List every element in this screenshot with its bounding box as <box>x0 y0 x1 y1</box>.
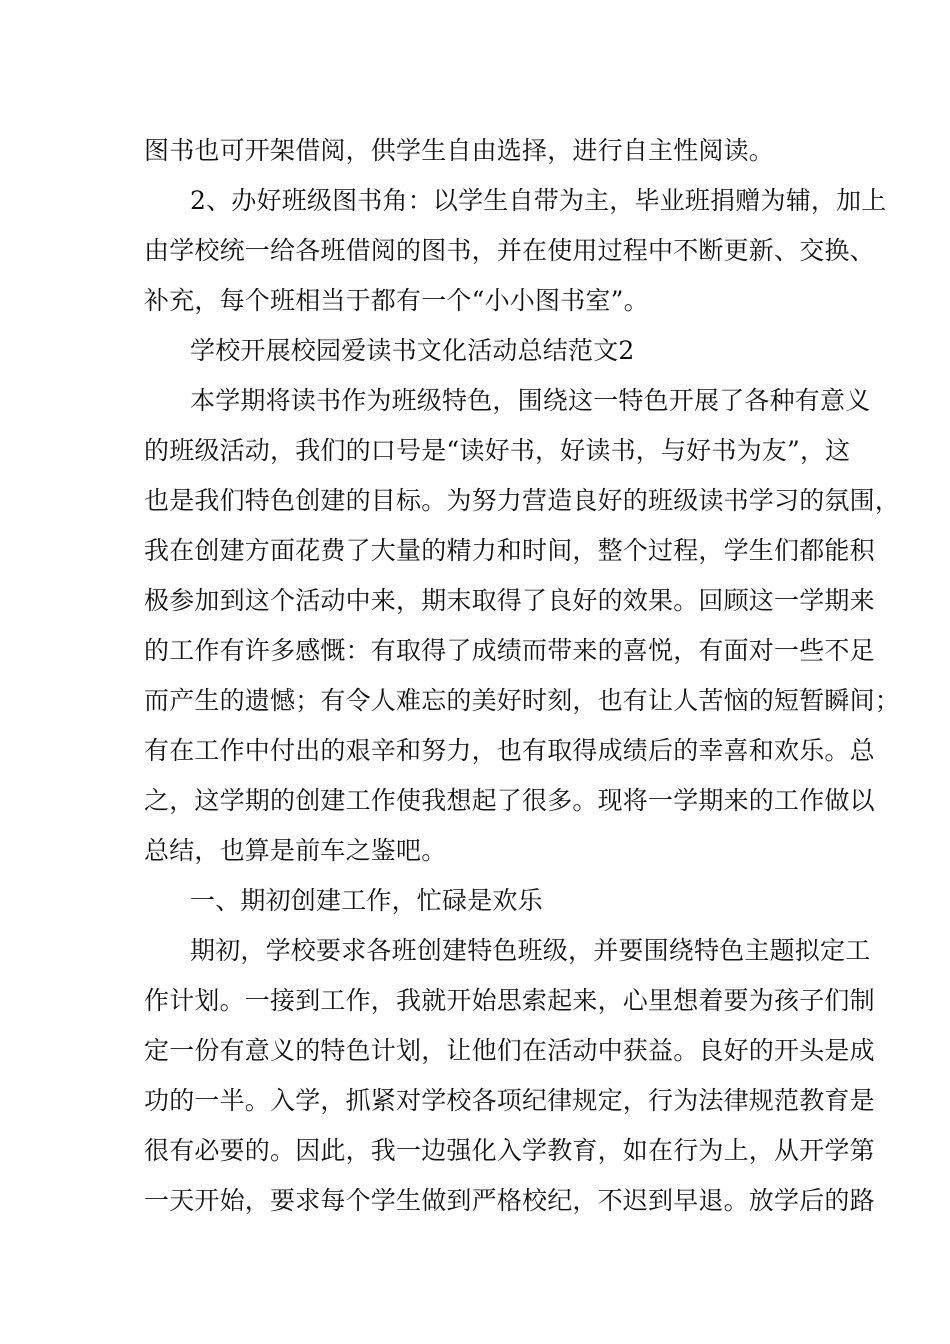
text-line: 一天开始，要求每个学生做到严格校纪，不迟到早退。放学后的路 <box>144 1186 875 1215</box>
paragraph-line: 期初，学校要求各班创建特色班级，并要围绕特色主题拟定工 <box>190 936 871 965</box>
text-line: 的工作有许多感慨：有取得了成绩而带来的喜悦，有面对一些不足 <box>144 636 875 665</box>
text-line: 补充，每个班相当于都有一个“小小图书室”。 <box>144 286 649 315</box>
text-line: 总结，也算是前车之鉴吧。 <box>144 836 447 865</box>
text-line: 的班级活动，我们的口号是“读好书，好读书，与好书为友”，这 <box>144 436 851 465</box>
section-title: 学校开展校园爱读书文化活动总结范文2 <box>190 336 635 365</box>
text-line: 而产生的遗憾；有令人难忘的美好时刻，也有让人苦恼的短暂瞬间； <box>144 686 901 715</box>
paragraph-line: 2、办好班级图书角：以学生自带为主，毕业班捐赠为辅，加上 <box>190 186 887 215</box>
text-line: 由学校统一给各班借阅的图书，并在使用过程中不断更新、交换、 <box>144 236 875 265</box>
section-heading: 一、期初创建工作，忙碌是欢乐 <box>190 886 543 915</box>
text-line: 我在创建方面花费了大量的精力和时间，整个过程，学生们都能积 <box>144 536 875 565</box>
text-line: 也是我们特色创建的目标。为努力营造良好的班级读书学习的氛围， <box>144 486 901 515</box>
text-line: 很有必要的。因此，我一边强化入学教育，如在行为上，从开学第 <box>144 1136 875 1165</box>
text-line: 定一份有意义的特色计划，让他们在活动中获益。良好的开头是成 <box>144 1036 875 1065</box>
text-line: 之，这学期的创建工作使我想起了很多。现将一学期来的工作做以 <box>144 786 875 815</box>
text-line: 有在工作中付出的艰辛和努力，也有取得成绩后的幸喜和欢乐。总 <box>144 736 875 765</box>
text-line: 作计划。一接到工作，我就开始思索起来，心里想着要为孩子们制 <box>144 986 875 1015</box>
text-line: 图书也可开架借阅，供学生自由选择，进行自主性阅读。 <box>144 136 775 165</box>
text-line: 极参加到这个活动中来，期末取得了良好的效果。回顾这一学期来 <box>144 586 875 615</box>
text-line: 功的一半。入学，抓紧对学校各项纪律规定，行为法律规范教育是 <box>144 1086 875 1115</box>
paragraph-line: 本学期将读书作为班级特色，围绕这一特色开展了各种有意义 <box>190 386 871 415</box>
